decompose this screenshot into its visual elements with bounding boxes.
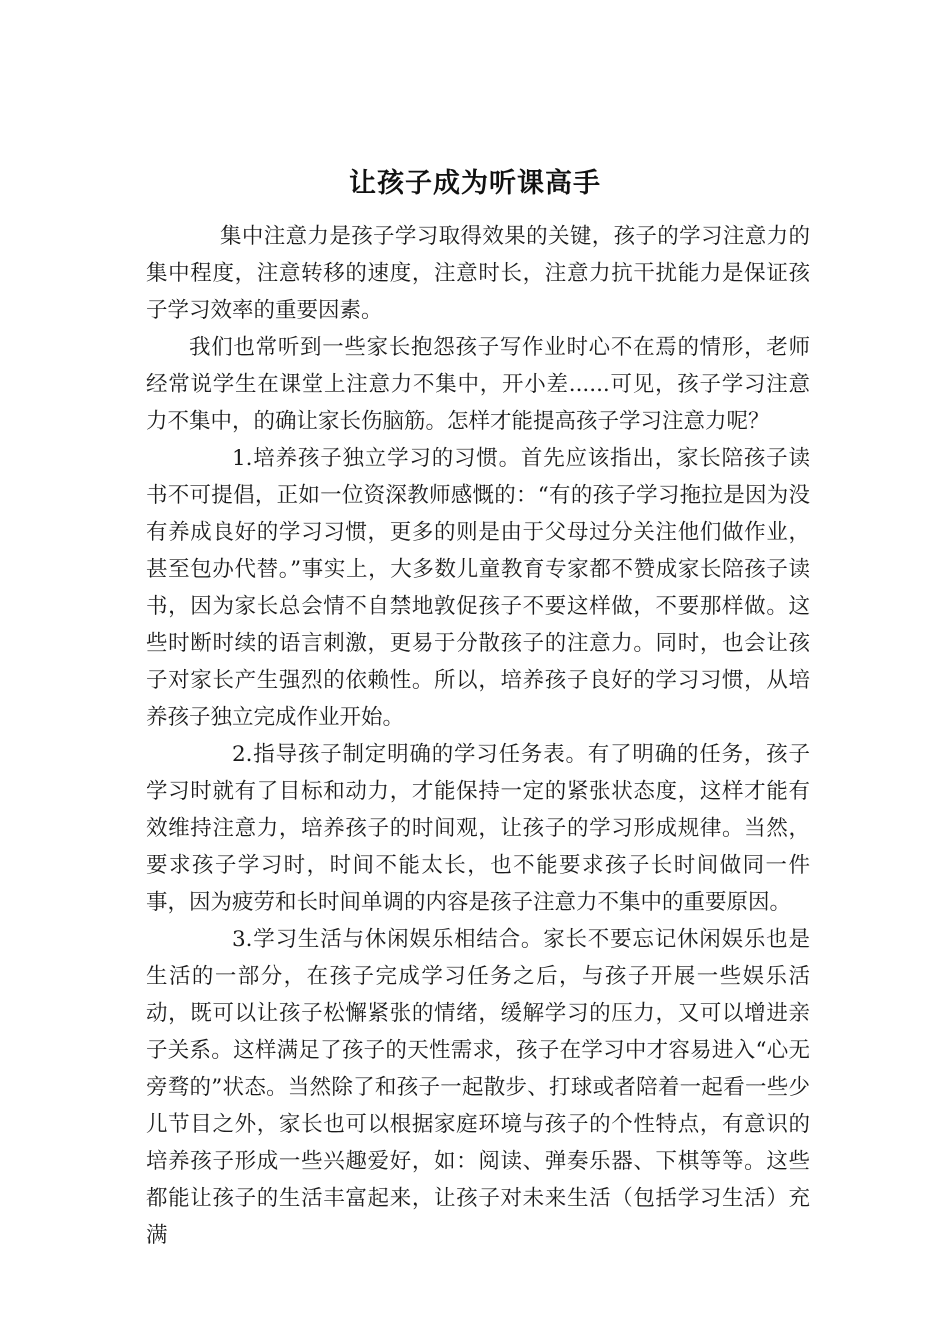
paragraph-point-1: 1.培养孩子独立学习的习惯。首先应该指出，家长陪孩子读书不可提倡，正如一位资深教师感慨的：“有的孩子学习拖拉是因为没有养成良好的学习习惯，更多的则是由于父母过分关注他们做作业，甚至包办代替。”事实上，大多数儿童教育专家都不赞成家长陪孩子读书，因为家长总会情不自禁地敦促孩子不要这样做，不要那样做。这些时断时续的语言刺激，更易于分散孩子的注意力。同时，也会让孩子对家长产生强烈的依赖性。所以，培养孩子良好的学习习惯，从培养孩子独立完成作业开始。 bbox=[146, 446, 810, 730]
document-body bbox=[146, 218, 810, 1254]
paragraph-problem: 我们也常听到一些家长抱怨孩子写作业时心不在焉的情形，老师经常说学生在课堂上注意力不集中，开小差......可见，孩子学习注意力不集中，的确让家长伤脑筋。怎样才能提高孩子学习注意力呢？ bbox=[146, 335, 810, 434]
paragraph-point-2: 2.指导孩子制定明确的学习任务表。有了明确的任务，孩子学习时就有了目标和动力，才能保持一定的紧张状态度，这样才能有效维持注意力，培养孩子的时间观，让孩子的学习形成规律。当然，要求孩子学习时，时间不能太长，也不能要求孩子长时间做同一件事，因为疲劳和长时间单调的内容是孩子注意力不集中的重要原因。 bbox=[146, 742, 810, 915]
paragraph-intro: 集中注意力是孩子学习取得效果的关键，孩子的学习注意力的集中程度，注意转移的速度，注意时长，注意力抗干扰能力是保证孩子学习效率的重要因素。 bbox=[146, 224, 810, 323]
paragraph-point-3: 3.学习生活与休闲娱乐相结合。家长不要忘记休闲娱乐也是生活的一部分，在孩子完成学习任务之后，与孩子开展一些娱乐活动，既可以让孩子松懈紧张的情绪，缓解学习的压力，又可以增进亲子关系。这样满足了孩子的天性需求，孩子在学习中才容易进入“心无旁骛的”状态。当然除了和孩子一起散步、打球或者陪着一起看一些少儿节目之外，家长也可以根据家庭环境与孩子的个性特点，有意识的培养孩子形成一些兴趣爱好，如：阅读、弹奏乐器、下棋等等。这些都能让孩子的生活丰富起来，让孩子对未来生活（包括学习生活）充满 bbox=[146, 927, 810, 1248]
document-title: 让孩子成为听课高手 bbox=[349, 168, 601, 199]
